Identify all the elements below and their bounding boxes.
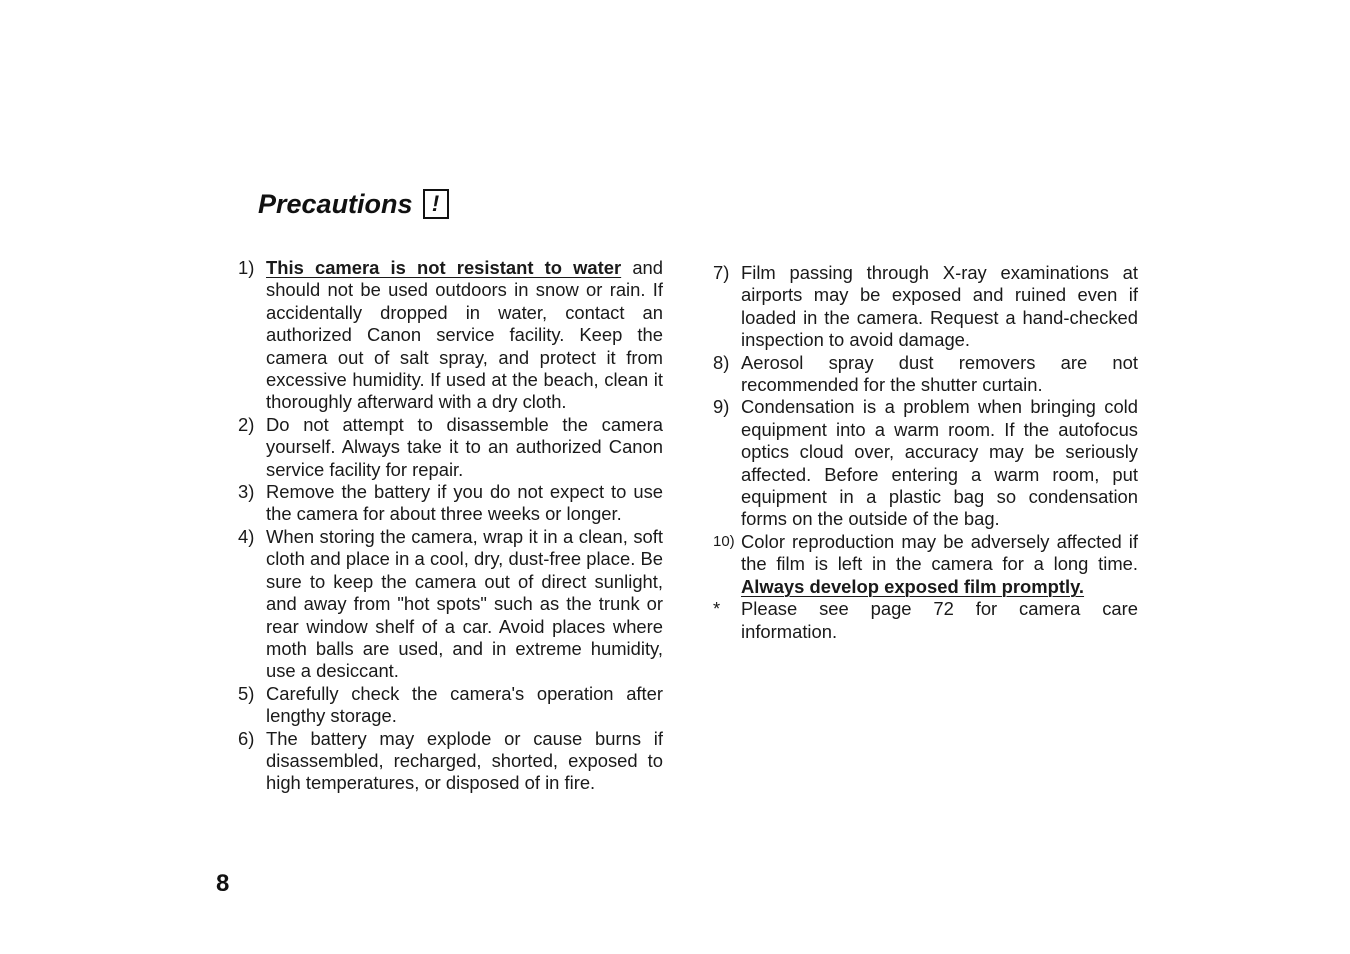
- item-text: Condensation is a problem when bringing cold equipment into a warm room. If the autofocus optics cloud over, accuracy may be seriously affected. Before entering a warm room, put equipment in a plastic bag so condensation forms on the outside of the bag.: [741, 396, 1138, 530]
- item-number: 10): [713, 532, 735, 550]
- precautions-list-right: [713, 262, 1138, 643]
- item-number: 6): [238, 727, 255, 749]
- item-text: Color reproduction may be adversely affected if the film is left in the camera for a long time.: [741, 530, 1138, 575]
- item-emphasis: This camera is not resistant to water: [266, 257, 622, 278]
- item-text: Please see page 72 for camera care information.: [741, 598, 1138, 642]
- list-item: [713, 531, 1138, 598]
- list-item: [713, 598, 1138, 643]
- precautions-list-left: [238, 257, 663, 795]
- item-emphasis: Always develop exposed film promptly.: [741, 575, 1085, 597]
- item-number: 1): [238, 257, 255, 278]
- item-text: Aerosol spray dust removers are not recommended for the shutter curtain.: [741, 351, 1138, 396]
- item-number: 9): [713, 396, 730, 418]
- item-text: Carefully check the camera's operation after lengthy storage.: [266, 682, 663, 727]
- page-title: [258, 186, 449, 222]
- item-number: 4): [238, 525, 255, 547]
- warning-icon: !: [423, 189, 449, 219]
- item-text: Remove the battery if you do not expect to use the camera for about three weeks or longer.: [266, 481, 663, 525]
- list-item: [238, 683, 663, 728]
- page-number: 8: [216, 870, 230, 897]
- item-text: Do not attempt to disassemble the camera yourself. Always take it to an authorized Canon service facility for repair.: [266, 413, 663, 480]
- item-number: 8): [713, 351, 730, 373]
- item-number: 2): [238, 413, 255, 435]
- list-item: [713, 352, 1138, 397]
- list-item: [238, 414, 663, 481]
- page-title-text: Precautions: [258, 189, 413, 219]
- list-item: [238, 526, 663, 683]
- item-number: 3): [238, 481, 255, 503]
- item-text: and should not be used outdoors in snow or rain. If accidentally dropped in water, contact an authorized Canon service facility. Keep the camera out of salt spray, and protect it from excessive humidity. If used at the beach, clean it thoroughly afterward with a dry cloth.: [266, 257, 663, 413]
- list-item: [713, 396, 1138, 530]
- item-text: The battery may explode or cause burns if disassembled, recharged, shorted, exposed to high temperatures, or disposed of in fire.: [266, 727, 663, 794]
- item-number: 5): [238, 682, 255, 704]
- list-item: [238, 481, 663, 526]
- item-text: Film passing through X-ray examinations at airports may be exposed and ruined even if loaded in the camera. Request a hand-checked inspection to avoid damage.: [741, 262, 1138, 351]
- item-text: When storing the camera, wrap it in a clean, soft cloth and place in a cool, dry, dust-free place. Be sure to keep the camera out of direct sunlight, and away from "hot spots" such as the trunk or rear window shelf of a car. Avoid places where moth balls are used, and in extreme humidity, use a desiccant.: [266, 525, 663, 682]
- list-item: [238, 257, 663, 414]
- item-number: 7): [713, 262, 730, 283]
- list-item: [238, 728, 663, 795]
- item-number: *: [713, 598, 721, 620]
- list-item: [713, 262, 1138, 352]
